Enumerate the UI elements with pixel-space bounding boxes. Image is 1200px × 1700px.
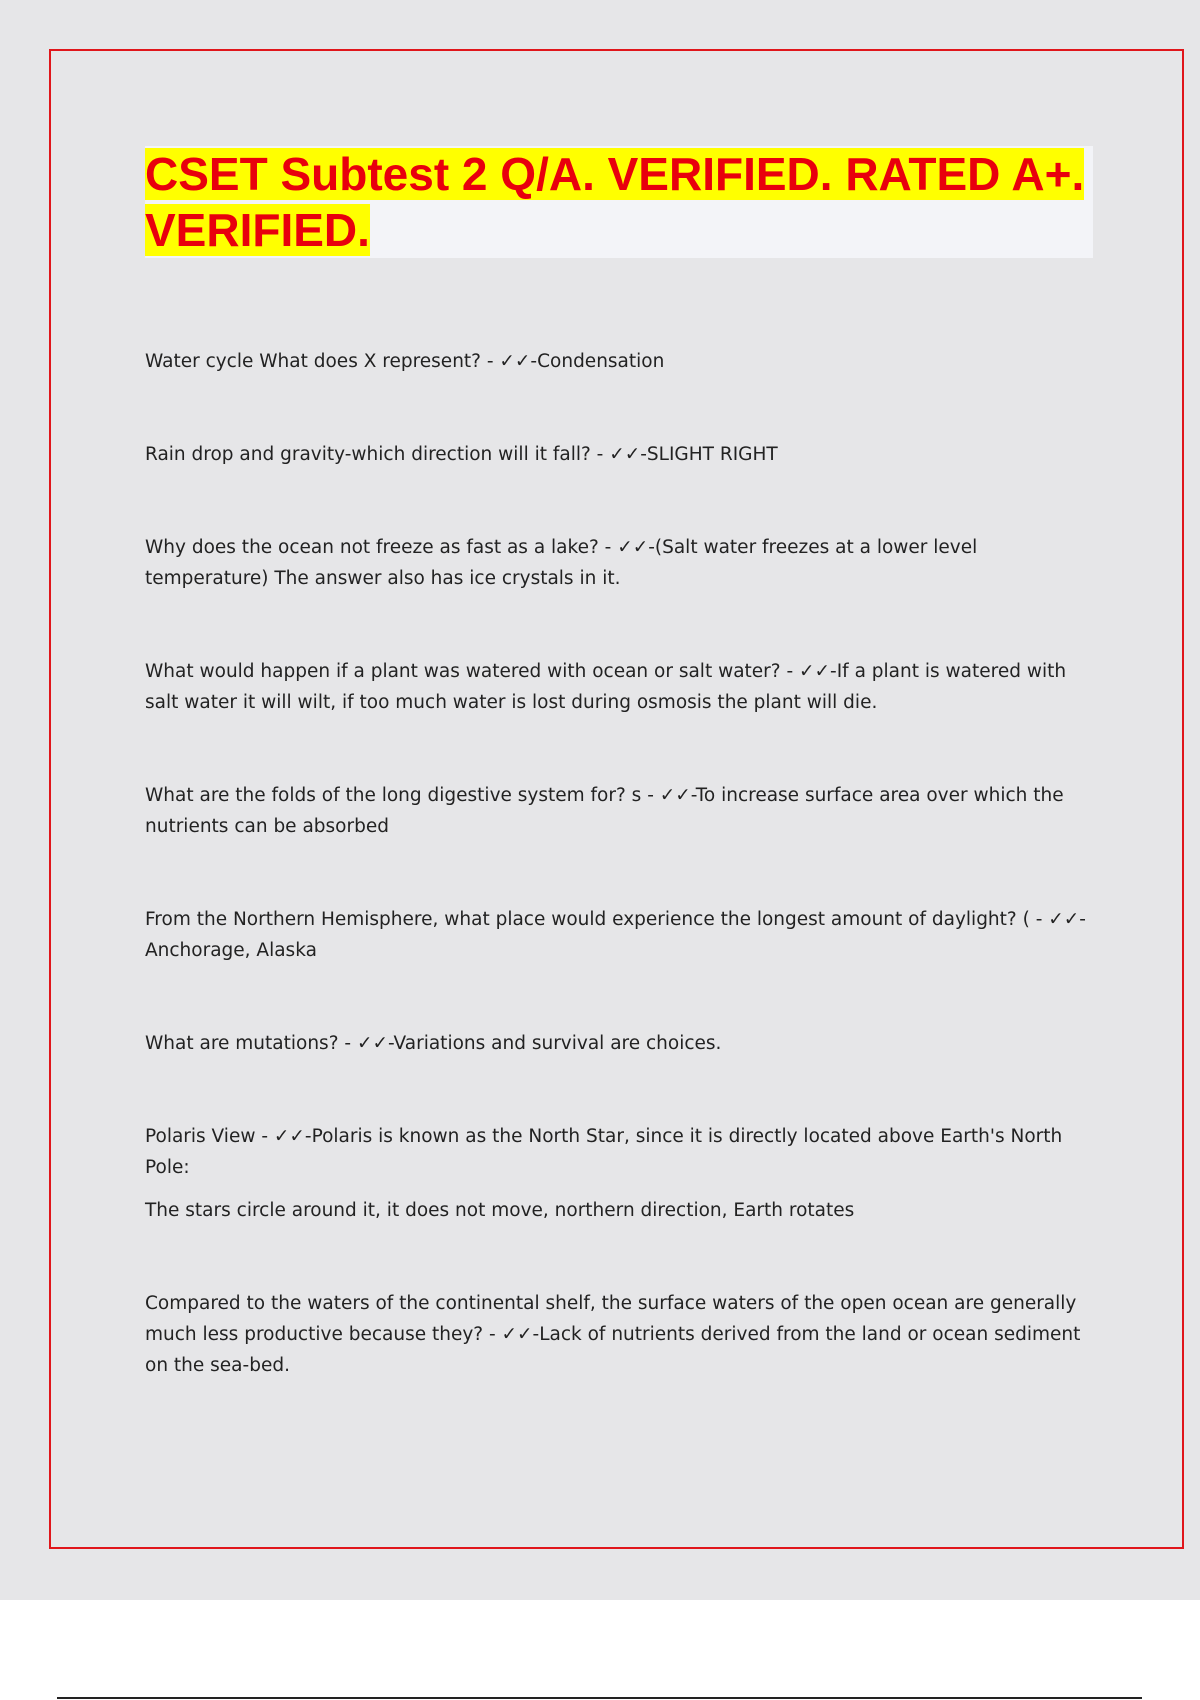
qa-item: What are the folds of the long digestive system for? s - ✓✓-To increase surface area over which the nutrients can be absorbed	[145, 785, 1064, 837]
title-highlight: CSET Subtest 2 Q/A. VERIFIED. RATED A+. VERIFIED.	[145, 148, 1085, 256]
qa-item: Polaris View - ✓✓-Polaris is known as the North Star, since it is directly located above Earth's North Pole:	[145, 1126, 1063, 1178]
page-divider	[57, 1697, 1142, 1699]
title-block	[145, 146, 1093, 258]
qa-item: Water cycle What does X represent? - ✓✓-Condensation	[145, 351, 665, 372]
qa-item: From the Northern Hemisphere, what place would experience the longest amount of daylight? ( - ✓✓-Anchorage, Alaska	[145, 909, 1086, 961]
qa-item: What are mutations? - ✓✓-Variations and survival are choices.	[145, 1033, 722, 1054]
document-title	[145, 146, 1093, 258]
qa-item: Why does the ocean not freeze as fast as a lake? - ✓✓-(Salt water freezes at a lower level temperature) The answer also has ice crystals in it.	[145, 537, 978, 589]
qa-item: What would happen if a plant was watered with ocean or salt water? - ✓✓-If a plant is watered with salt water it will wilt, if too much water is lost during osmosis the plant will die.	[145, 661, 1067, 713]
qa-list	[145, 346, 1095, 1381]
qa-item-continuation: The stars circle around it, it does not move, northern direction, Earth rotates	[145, 1200, 855, 1221]
qa-item: Compared to the waters of the continental shelf, the surface waters of the open ocean are generally much less productive because they? - ✓✓-Lack of nutrients derived from the land or ocean sediment on the sea-bed.	[145, 1293, 1081, 1376]
qa-item: Rain drop and gravity-which direction will it fall? - ✓✓-SLIGHT RIGHT	[145, 444, 778, 465]
